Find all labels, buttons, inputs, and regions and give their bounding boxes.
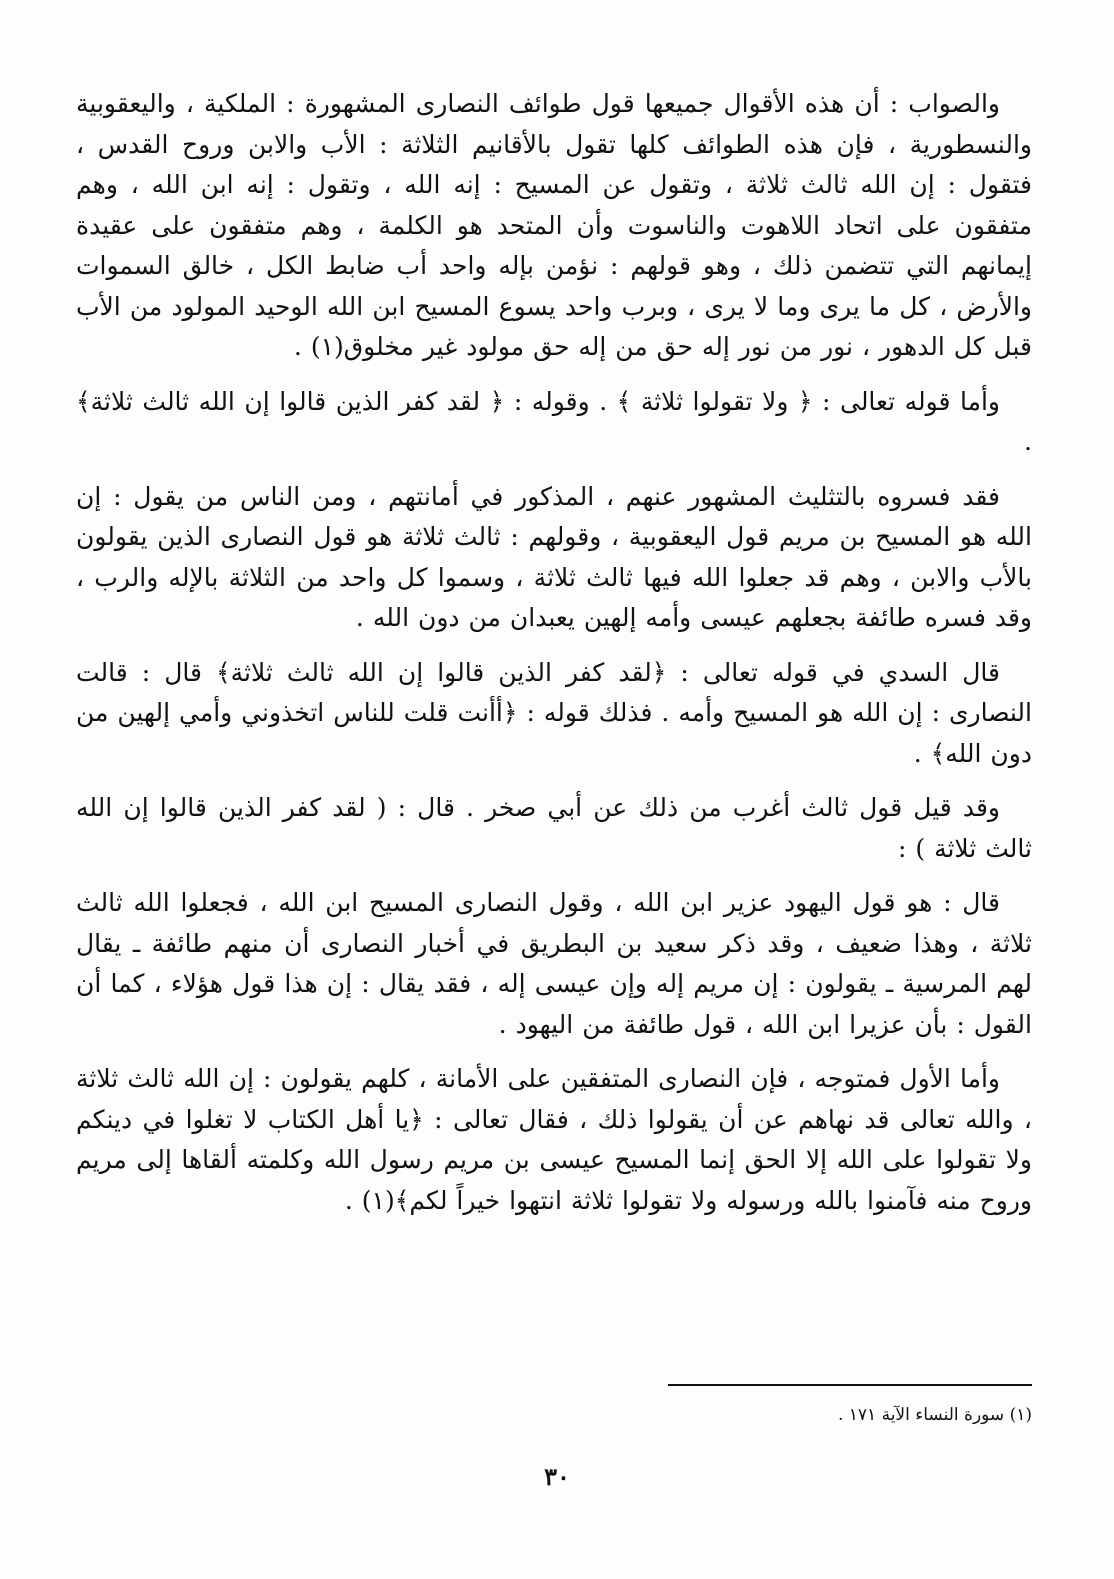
paragraph-1: والصواب : أن هذه الأقوال جميعها قول طوائف النصارى المشهورة : الملكية ، واليعقوبية والنسطورية ، فإن هذه الطوائف كلها تقول بالأقانيم الثلاثة : الأب والابن وروح القدس ، فتقول : إن الله ثالث ثلاثة ، وتقول عن المسيح : إنه الله ، وتقول : إنه ابن الله ، وهم متفقون على اتحاد اللاهوت والناسوت وأن المتحد هو الكلمة ، وهم متفقون على عقيدة إيمانهم التي تتضمن ذلك ، وهو قولهم : نؤمن بإله واحد أب ضابط الكل ، خالق السموات والأرض ، كل ما يرى وما لا يرى ، وبرب واحد يسوع المسيح ابن الله الوحيد المولود من الأب قبل كل الدهور ، نور من نور إله حق من إله حق مولود غير مخلوق(١) . — [76, 89, 1032, 361]
body-text — [76, 84, 1032, 1235]
paragraph-6: قال : هو قول اليهود عزير ابن الله ، وقول النصارى المسيح ابن الله ، فجعلوا الله ثالث ثلاثة ، وهذا ضعيف ، وقد ذكر سعيد بن البطريق في أخبار النصارى أن منهم طائفة ـ يقال لهم المرسية ـ يقولون : إن مريم إله وإن عيسى إله ، فقد يقال : إن هذا قول هؤلاء ، كما أن القول : بأن عزيرا ابن الله ، قول طائفة من اليهود . — [76, 888, 1032, 1039]
paragraph-3: فقد فسروه بالتثليث المشهور عنهم ، المذكور في أمانتهم ، ومن الناس من يقول : إن الله هو المسيح بن مريم قول اليعقوبية ، وقولهم : ثالث ثلاثة هو قول النصارى الذين يقولون بالأب والابن ، وهم قد جعلوا الله فيها ثالث ثلاثة ، وسموا كل واحد من الثلاثة بالإله والرب ، وقد فسره طائفة بجعلهم عيسى وأمه إلهين يعبدان من دون الله . — [76, 481, 1032, 632]
footnote: (١) سورة النساء الآية ١٧١ . — [837, 1405, 1032, 1425]
paragraph-4: قال السدي في قوله تعالى : ﴿لقد كفر الذين قالوا إن الله ثالث ثلاثة﴾ قال : قالت النصارى : إن الله هو المسيح وأمه . فذلك قوله : ﴿أأنت قلت للناس اتخذوني وأمي إلهين من دون الله﴾ . — [76, 657, 1032, 768]
page-number: ٣٠ — [544, 1462, 570, 1491]
footnote-divider — [668, 1384, 1032, 1386]
paragraph-7: وأما الأول فمتوجه ، فإن النصارى المتفقين على الأمانة ، كلهم يقولون : إن الله ثالث ثلاثة ، والله تعالى قد نهاهم عن أن يقولوا ذلك ، فقال تعالى : ﴿يا أهل الكتاب لا تغلوا في دينكم ولا تقولوا على الله إلا الحق إنما المسيح عيسى بن مريم رسول الله وكلمته ألقاها إلى مريم وروح منه فآمنوا بالله ورسوله ولا تقولوا ثلاثة انتهوا خيراً لكم﴾(١) . — [76, 1064, 1032, 1215]
paragraph-2: وأما قوله تعالى : ﴿ ولا تقولوا ثلاثة ﴾ . وقوله : ﴿ لقد كفر الذين قالوا إن الله ثالث ثلاثة﴾ . — [76, 386, 1032, 456]
paragraph-5: وقد قيل قول ثالث أغرب من ذلك عن أبي صخر . قال : ( لقد كفر الذين قالوا إن الله ثالث ثلاثة ) : — [76, 793, 1032, 863]
